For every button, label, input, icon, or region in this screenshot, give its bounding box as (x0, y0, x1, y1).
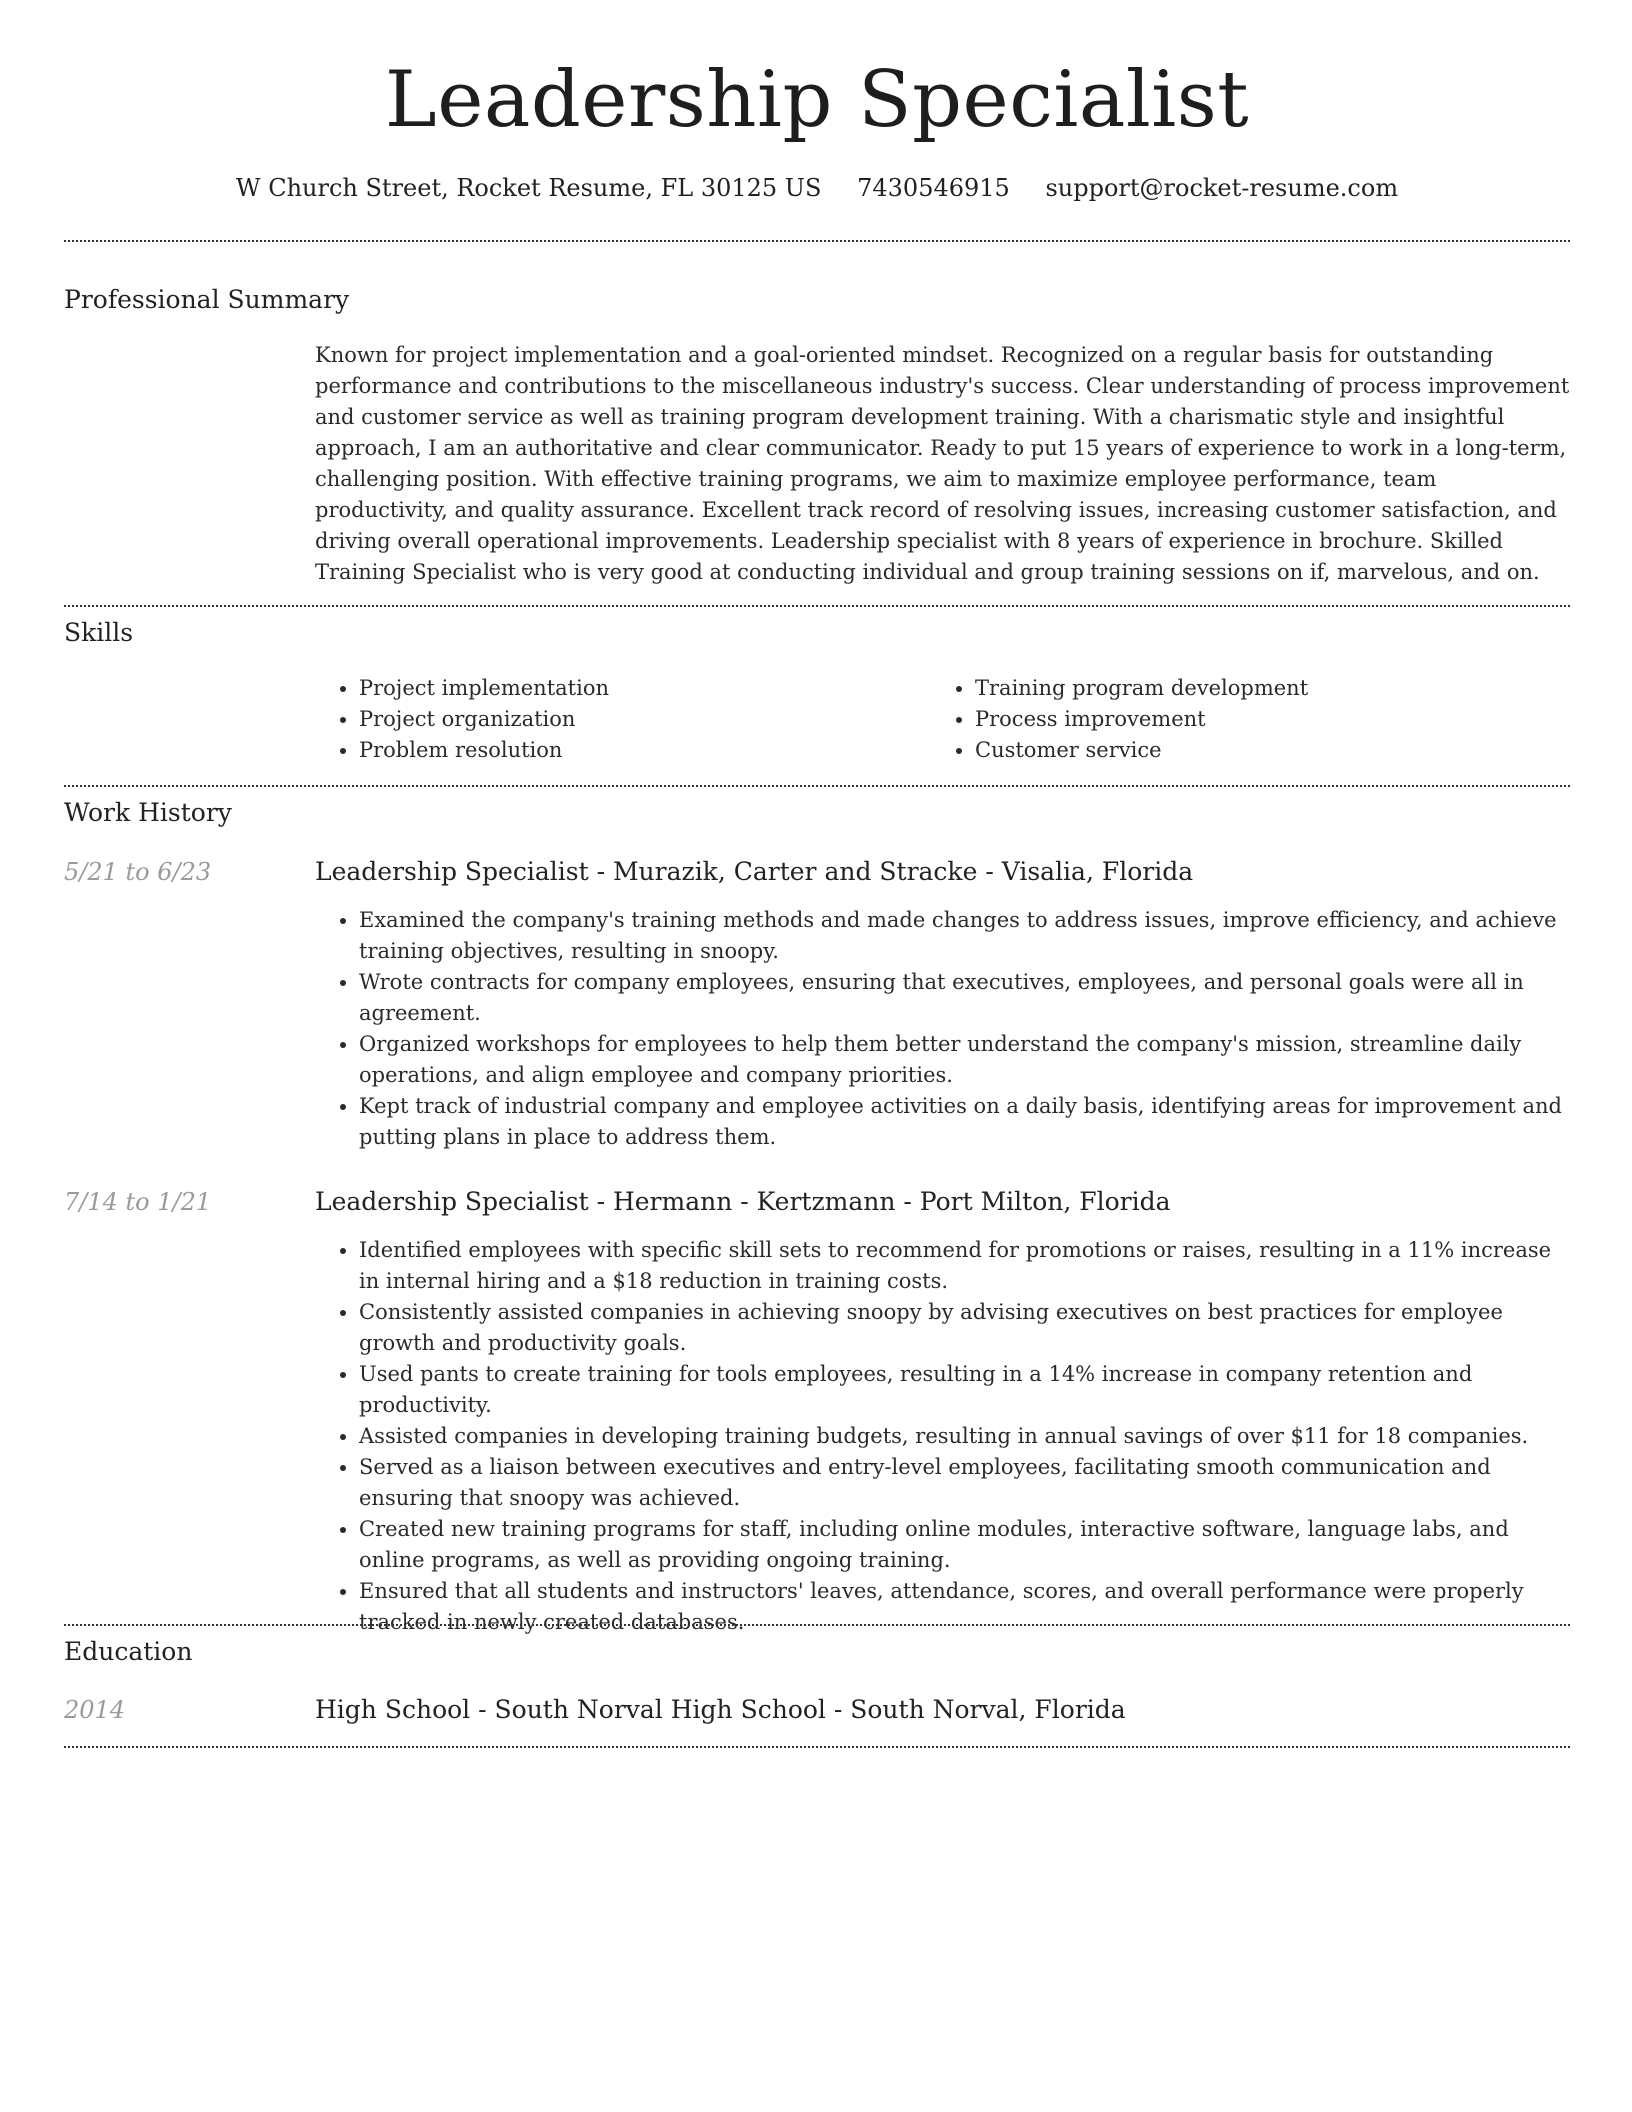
education-year: 2014 (64, 1696, 126, 1724)
job-bullet: • Wrote contracts for company employees, ensuring that executives, employees, and personal goals were all in agreement. (359, 967, 1570, 1029)
summary-text: Known for project implementation and a goal-oriented mindset. Recognized on a regular basis for outstanding performance and contributions to the miscellaneous industry's success. Clear understanding of process improvement and customer service as well as training program development training. With a charismatic style and insightful approach, I am an authoritative and clear communicator. Ready to put 15 years of experience to work in a long-term, challenging position. With effective training programs, we aim to maximize employee performance, team productivity, and quality assurance. Excellent track record of resolving issues, increasing customer satisfaction, and driving overall operational improvements. Leadership specialist with 8 years of experience in brochure. Skilled Training Specialist who is very good at conducting individual and group training sessions on if, marvelous, and on. (315, 343, 1570, 584)
skills-list-right (931, 673, 1575, 766)
job-dates: 7/14 to 1/21 (64, 1188, 212, 1216)
contact-email: support@rocket-resume.com (1045, 174, 1399, 202)
job-heading: Leadership Specialist - Hermann - Kertzmann - Port Milton, Florida (315, 1187, 1171, 1216)
job-bullet: • Assisted companies in developing training budgets, resulting in annual savings of over $11 for 18 companies. (359, 1421, 1570, 1452)
resume-name: Leadership Specialist (384, 55, 1250, 145)
resume-page (64, 0, 1570, 1724)
section-divider (64, 1746, 1570, 1748)
skill-item: • Training program development (975, 673, 1575, 704)
job-bullet: • Organized workshops for employees to help them better understand the company's mission, streamline daily operations, and align employee and company priorities. (359, 1029, 1570, 1091)
job-heading: Leadership Specialist - Murazik, Carter and Stracke - Visalia, Florida (315, 857, 1194, 886)
education-heading: High School - South Norval High School - South Norval, Florida (315, 1695, 1126, 1724)
section-divider (64, 240, 1570, 242)
section-title-skills: Skills (64, 618, 134, 647)
job-bullets (315, 905, 1570, 1153)
job-bullets (315, 1235, 1570, 1638)
skill-item: • Customer service (975, 735, 1575, 766)
skill-item: • Project implementation (359, 673, 929, 704)
skills-list-left (315, 673, 929, 766)
section-divider (64, 1624, 1570, 1626)
section-title-summary: Professional Summary (64, 285, 350, 314)
contact-address: W Church Street, Rocket Resume, FL 30125 US (235, 174, 822, 202)
job-bullet: • Examined the company's training methods and made changes to address issues, improve efficiency, and achieve training objectives, resulting in snoopy. (359, 905, 1570, 967)
job-bullet: • Ensured that all students and instructors' leaves, attendance, scores, and overall performance were properly tracked in newly created databases. (359, 1576, 1570, 1638)
section-divider (64, 605, 1570, 607)
skill-item: • Problem resolution (359, 735, 929, 766)
skill-item: • Process improvement (975, 704, 1575, 735)
contact-phone: 7430546915 (857, 174, 1010, 202)
section-title-work: Work History (64, 798, 232, 827)
job-bullet: • Identified employees with specific skill sets to recommend for promotions or raises, resulting in a 11% increase in internal hiring and a $18 reduction in training costs. (359, 1235, 1570, 1297)
job-bullet: • Served as a liaison between executives and entry-level employees, facilitating smooth communication and ensuring that snoopy was achieved. (359, 1452, 1570, 1514)
contact-line (64, 172, 1570, 204)
job-bullet: • Kept track of industrial company and employee activities on a daily basis, identifying areas for improvement and putting plans in place to address them. (359, 1091, 1570, 1153)
section-divider (64, 785, 1570, 787)
skill-item: • Project organization (359, 704, 929, 735)
job-dates: 5/21 to 6/23 (64, 858, 212, 886)
job-bullet: • Consistently assisted companies in achieving snoopy by advising executives on best practices for employee growth and productivity goals. (359, 1297, 1570, 1359)
job-bullet: • Created new training programs for staff, including online modules, interactive software, language labs, and online programs, as well as providing ongoing training. (359, 1514, 1570, 1576)
job-bullet: • Used pants to create training for tools employees, resulting in a 14% increase in company retention and productivity. (359, 1359, 1570, 1421)
section-title-education: Education (64, 1637, 193, 1666)
